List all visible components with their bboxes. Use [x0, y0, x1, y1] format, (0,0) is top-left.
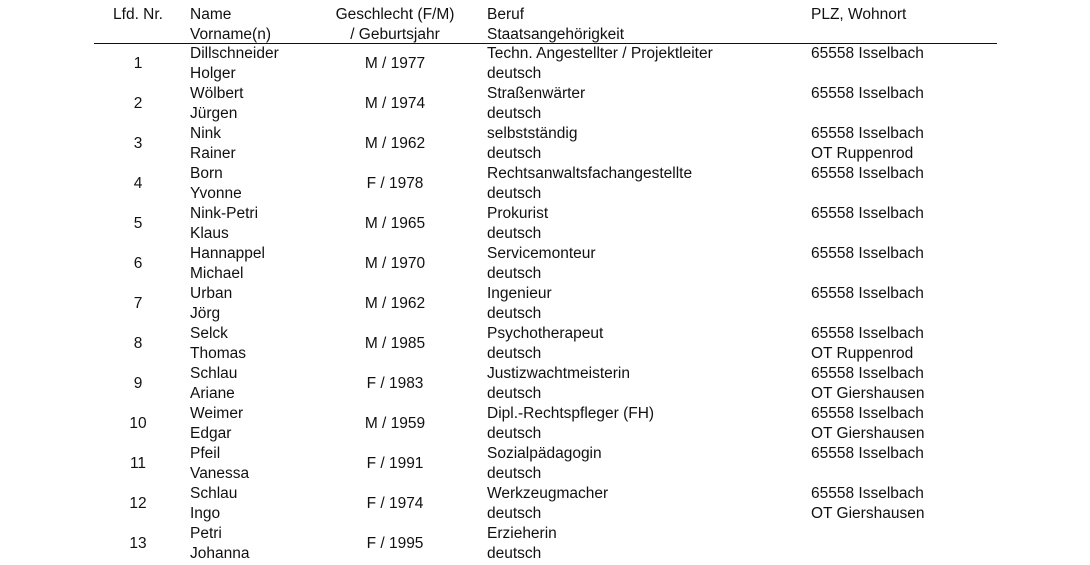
- vorname-cell: Yvonne: [190, 185, 242, 202]
- geschlecht-cell: M / 1962: [364, 295, 426, 312]
- table-row: [0, 484, 1090, 524]
- staatsangehoerigkeit-cell: deutsch: [487, 465, 542, 482]
- table-row: [0, 44, 1090, 84]
- header-beruf-line1: Beruf: [487, 6, 525, 23]
- staatsangehoerigkeit-cell: deutsch: [487, 225, 542, 242]
- table-row: [0, 524, 1090, 564]
- table-row: [0, 164, 1090, 204]
- ortsteil-cell: OT Giershausen: [811, 505, 925, 522]
- beruf-cell: Servicemonteur: [487, 245, 596, 262]
- nr-cell: 2: [133, 95, 143, 112]
- beruf-cell: Techn. Angestellter / Projektleiter: [487, 45, 713, 62]
- plz-cell: 65558 Isselbach: [811, 165, 924, 182]
- table-row: [0, 124, 1090, 164]
- nachname-cell: Petri: [190, 525, 222, 542]
- plz-cell: 65558 Isselbach: [811, 125, 924, 142]
- beruf-cell: Rechtsanwaltsfachangestellte: [487, 165, 693, 182]
- header-name-line2: Vorname(n): [190, 26, 271, 43]
- staatsangehoerigkeit-cell: deutsch: [487, 545, 542, 562]
- header-nr: Lfd. Nr.: [113, 6, 163, 23]
- staatsangehoerigkeit-cell: deutsch: [487, 265, 542, 282]
- staatsangehoerigkeit-cell: deutsch: [487, 425, 542, 442]
- vorname-cell: Edgar: [190, 425, 232, 442]
- nr-cell: 13: [129, 535, 147, 552]
- ortsteil-cell: OT Giershausen: [811, 385, 925, 402]
- plz-cell: 65558 Isselbach: [811, 485, 924, 502]
- geschlecht-cell: F / 1974: [366, 495, 424, 512]
- staatsangehoerigkeit-cell: deutsch: [487, 385, 542, 402]
- geschlecht-cell: M / 1970: [364, 255, 426, 272]
- nachname-cell: Weimer: [190, 405, 244, 422]
- table-row: [0, 244, 1090, 284]
- geschlecht-cell: F / 1991: [366, 455, 424, 472]
- nr-cell: 3: [133, 135, 143, 152]
- beruf-cell: Straßenwärter: [487, 85, 586, 102]
- beruf-cell: Prokurist: [487, 205, 549, 222]
- nachname-cell: Wölbert: [190, 85, 244, 102]
- geschlecht-cell: F / 1978: [366, 175, 424, 192]
- nr-cell: 1: [133, 55, 143, 72]
- nachname-cell: Selck: [190, 325, 228, 342]
- vorname-cell: Jörg: [190, 305, 221, 322]
- vorname-cell: Ingo: [190, 505, 221, 522]
- nachname-cell: Dillschneider: [190, 45, 279, 62]
- ortsteil-cell: OT Ruppenrod: [811, 345, 914, 362]
- nachname-cell: Nink: [190, 125, 222, 142]
- header-geschlecht-line1: Geschlecht (F/M): [335, 6, 455, 23]
- plz-cell: 65558 Isselbach: [811, 325, 924, 342]
- nr-cell: 5: [133, 215, 143, 232]
- nachname-cell: Hannappel: [190, 245, 265, 262]
- table-row: [0, 444, 1090, 484]
- header-beruf: [487, 5, 624, 45]
- nachname-cell: Born: [190, 165, 223, 182]
- geschlecht-cell: F / 1995: [366, 535, 424, 552]
- staatsangehoerigkeit-cell: deutsch: [487, 185, 542, 202]
- geschlecht-cell: F / 1983: [366, 375, 424, 392]
- vorname-cell: Thomas: [190, 345, 246, 362]
- table-row: [0, 84, 1090, 124]
- table-body: [0, 44, 1090, 564]
- geschlecht-cell: M / 1977: [364, 55, 426, 72]
- plz-cell: 65558 Isselbach: [811, 365, 924, 382]
- header-name-line1: Name: [190, 6, 232, 23]
- beruf-cell: Psychotherapeut: [487, 325, 604, 342]
- staatsangehoerigkeit-cell: deutsch: [487, 145, 542, 162]
- plz-cell: 65558 Isselbach: [811, 205, 924, 222]
- plz-cell: 65558 Isselbach: [811, 405, 924, 422]
- geschlecht-cell: M / 1959: [364, 415, 426, 432]
- vorname-cell: Jürgen: [190, 105, 238, 122]
- staatsangehoerigkeit-cell: deutsch: [487, 65, 542, 82]
- vorname-cell: Klaus: [190, 225, 229, 242]
- geschlecht-cell: M / 1985: [364, 335, 426, 352]
- table-row: [0, 324, 1090, 364]
- nr-cell: 8: [133, 335, 143, 352]
- staatsangehoerigkeit-cell: deutsch: [487, 105, 542, 122]
- nachname-cell: Schlau: [190, 485, 238, 502]
- header-plz: PLZ, Wohnort: [811, 6, 907, 23]
- vorname-cell: Johanna: [190, 545, 250, 562]
- staatsangehoerigkeit-cell: deutsch: [487, 305, 542, 322]
- header-beruf-line2: Staatsangehörigkeit: [487, 26, 625, 43]
- vorname-cell: Vanessa: [190, 465, 250, 482]
- plz-cell: 65558 Isselbach: [811, 285, 924, 302]
- vorname-cell: Rainer: [190, 145, 236, 162]
- ortsteil-cell: OT Ruppenrod: [811, 145, 914, 162]
- nr-cell: 7: [133, 295, 143, 312]
- header-geschlecht-line2: / Geburtsjahr: [350, 26, 440, 43]
- nr-cell: 4: [133, 175, 143, 192]
- header-geschlecht: [305, 5, 485, 45]
- staatsangehoerigkeit-cell: deutsch: [487, 345, 542, 362]
- plz-cell: 65558 Isselbach: [811, 445, 924, 462]
- table-row: [0, 284, 1090, 324]
- geschlecht-cell: M / 1974: [364, 95, 426, 112]
- nr-cell: 10: [129, 415, 147, 432]
- nr-cell: 9: [133, 375, 143, 392]
- vorname-cell: Holger: [190, 65, 236, 82]
- header-name: [190, 5, 271, 45]
- beruf-cell: selbstständig: [487, 125, 578, 142]
- staatsangehoerigkeit-cell: deutsch: [487, 505, 542, 522]
- beruf-cell: Ingenieur: [487, 285, 552, 302]
- vorname-cell: Ariane: [190, 385, 235, 402]
- beruf-cell: Justizwachtmeisterin: [487, 365, 630, 382]
- table-row: [0, 404, 1090, 444]
- nachname-cell: Schlau: [190, 365, 238, 382]
- nr-cell: 11: [129, 455, 147, 472]
- beruf-cell: Sozialpädagogin: [487, 445, 602, 462]
- nr-cell: 12: [129, 495, 147, 512]
- plz-cell: 65558 Isselbach: [811, 85, 924, 102]
- ortsteil-cell: OT Giershausen: [811, 425, 925, 442]
- plz-cell: 65558 Isselbach: [811, 45, 924, 62]
- beruf-cell: Erzieherin: [487, 525, 557, 542]
- beruf-cell: Dipl.-Rechtspfleger (FH): [487, 405, 655, 422]
- geschlecht-cell: M / 1962: [364, 135, 426, 152]
- vorname-cell: Michael: [190, 265, 244, 282]
- nachname-cell: Nink-Petri: [190, 205, 259, 222]
- geschlecht-cell: M / 1965: [364, 215, 426, 232]
- beruf-cell: Werkzeugmacher: [487, 485, 609, 502]
- table-row: [0, 364, 1090, 404]
- nachname-cell: Pfeil: [190, 445, 221, 462]
- plz-cell: 65558 Isselbach: [811, 245, 924, 262]
- table-row: [0, 204, 1090, 244]
- nr-cell: 6: [133, 255, 143, 272]
- nachname-cell: Urban: [190, 285, 233, 302]
